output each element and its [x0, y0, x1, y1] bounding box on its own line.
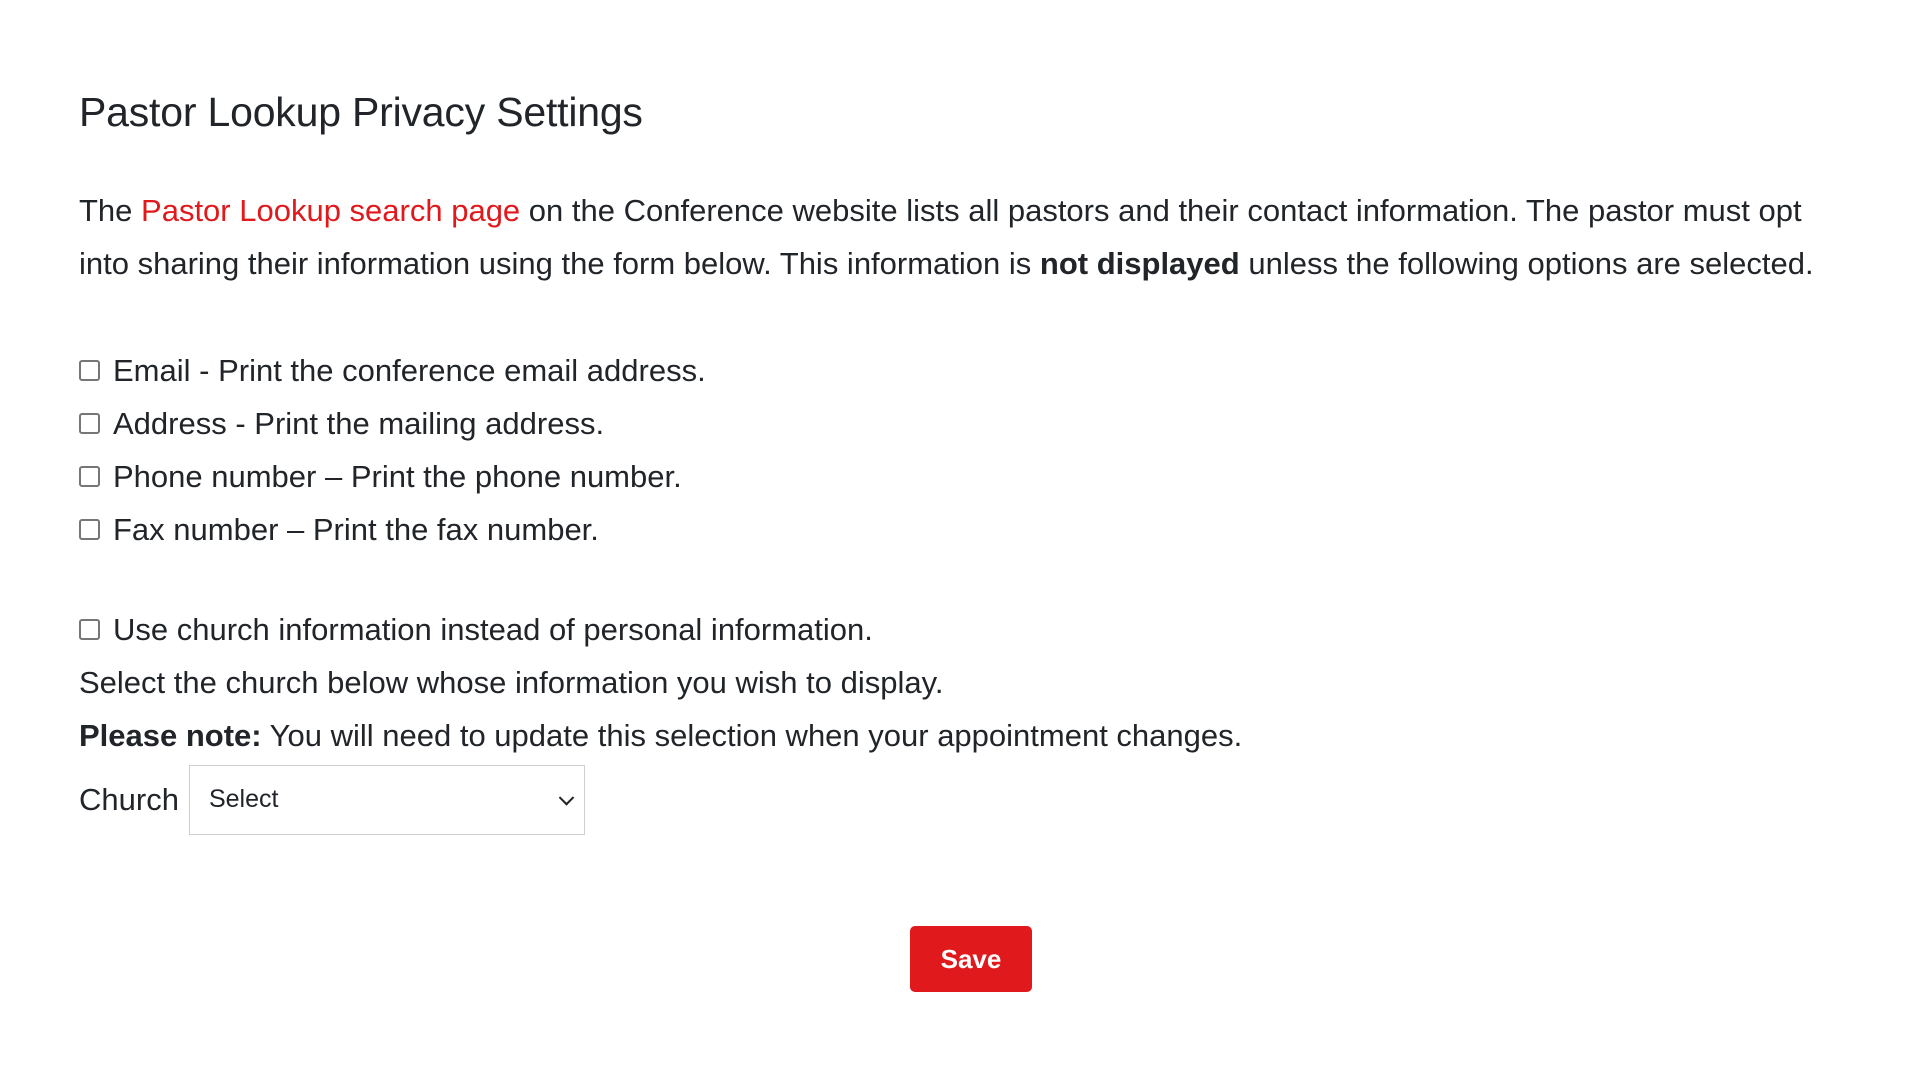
- intro-suffix: unless the following options are selected.: [1239, 246, 1814, 281]
- intro-paragraph: [79, 184, 1841, 290]
- appointment-note: [79, 709, 1841, 762]
- chevron-down-icon: [559, 790, 575, 806]
- address-option-label: Address - Print the mailing address.: [113, 405, 605, 441]
- church-select[interactable]: [189, 765, 585, 835]
- note-text: You will need to update this selection when your appointment changes.: [261, 718, 1243, 753]
- intro-middle: on the Conference website lists all pastors and their contact information. The pastor must opt into sharing their information using the form below. This information is: [79, 193, 1802, 281]
- save-container: [0, 926, 1920, 992]
- church-select-value: Select: [208, 785, 279, 813]
- church-instruction: Select the church below whose information you wish to display.: [79, 665, 944, 700]
- option-use-church[interactable]: [79, 603, 1841, 656]
- intro-emphasis: not displayed: [1039, 246, 1240, 281]
- intro-prefix: The: [79, 193, 142, 228]
- contact-options: [79, 344, 1841, 556]
- use-church-label: Use church information instead of personal information.: [113, 611, 873, 647]
- church-field: [79, 764, 1841, 835]
- option-phone[interactable]: [79, 450, 1841, 503]
- use-church-checkbox[interactable]: [79, 619, 100, 640]
- fax-checkbox[interactable]: [79, 519, 100, 540]
- email-option-label: Email - Print the conference email address.: [113, 352, 706, 388]
- save-button[interactable]: Save: [910, 926, 1032, 992]
- page-title: Pastor Lookup Privacy Settings: [79, 89, 643, 135]
- phone-option-label: Phone number – Print the phone number.: [113, 458, 682, 494]
- address-checkbox[interactable]: [79, 413, 100, 434]
- option-email[interactable]: [79, 344, 1841, 397]
- option-fax[interactable]: [79, 503, 1841, 556]
- church-label: Church: [79, 781, 179, 817]
- option-address[interactable]: [79, 397, 1841, 450]
- pastor-lookup-link[interactable]: Pastor Lookup search page: [141, 193, 521, 228]
- fax-option-label: Fax number – Print the fax number.: [113, 511, 599, 547]
- email-checkbox[interactable]: [79, 360, 100, 381]
- phone-checkbox[interactable]: [79, 466, 100, 487]
- church-section: [79, 603, 1841, 835]
- note-label: Please note:: [79, 718, 262, 753]
